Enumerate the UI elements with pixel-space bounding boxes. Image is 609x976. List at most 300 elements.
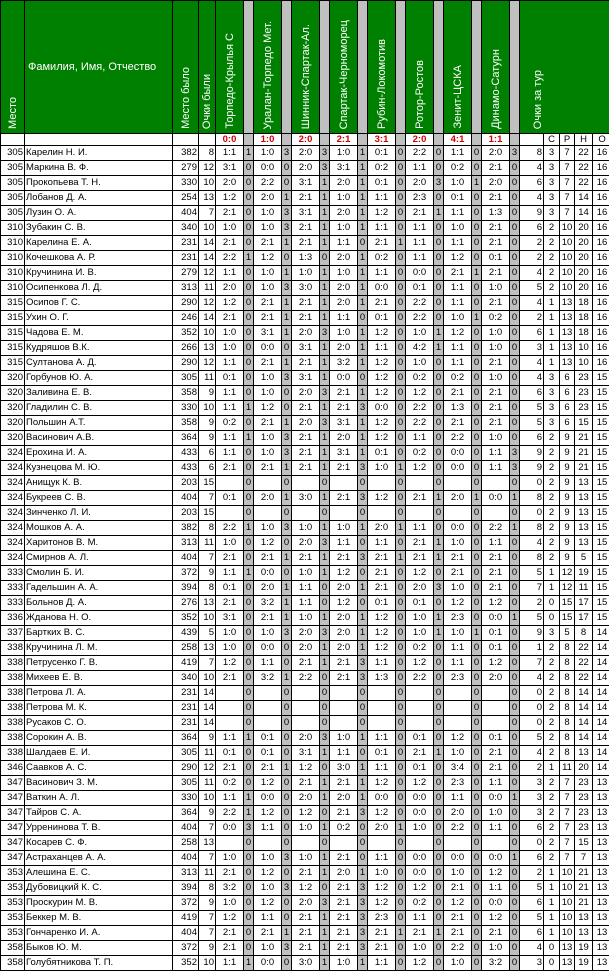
cell-tour-points: 8	[520, 146, 544, 161]
cell-o: 13	[593, 821, 609, 836]
cell-prediction: 2:1	[368, 551, 396, 566]
cell-points: 0	[396, 431, 406, 446]
table-row	[1, 341, 609, 356]
cell-n: 14	[575, 191, 593, 206]
cell-place: 320	[1, 401, 25, 416]
cell-points: 0	[472, 476, 482, 491]
cell-prediction: 2:0	[254, 491, 282, 506]
cell-place: 338	[1, 701, 25, 716]
cell-points: 1	[434, 536, 444, 551]
cell-prediction: 2:1	[330, 491, 358, 506]
cell-o: 14	[593, 671, 609, 686]
cell-points: 0	[282, 506, 292, 521]
cell-place-was: 372	[173, 941, 199, 956]
cell-name: Петрова Л. А.	[25, 686, 173, 701]
result-3: 2:0	[292, 134, 320, 146]
cell-points: 1	[320, 281, 330, 296]
cell-place: 347	[1, 806, 25, 821]
cell-c: 2	[544, 791, 560, 806]
cell-n: 20	[575, 236, 593, 251]
cell-n: 21	[575, 446, 593, 461]
cell-points: 0	[510, 941, 520, 956]
table-row	[1, 596, 609, 611]
cell-points: 0	[472, 356, 482, 371]
cell-prediction: 2:0	[330, 296, 358, 311]
cell-prediction: 0:2	[406, 641, 434, 656]
cell-n: 13	[575, 911, 593, 926]
cell-prediction: 0:1	[482, 626, 510, 641]
cell-prediction: 2:1	[254, 236, 282, 251]
cell-prediction: 1:2	[444, 251, 472, 266]
cell-points: 0	[244, 716, 254, 731]
cell-points: 0	[358, 836, 368, 851]
result-6: 2:0	[406, 134, 434, 146]
cell-place-was: 279	[173, 266, 199, 281]
cell-points: 0	[472, 521, 482, 536]
cell-points-were: 7	[199, 491, 216, 506]
cell-prediction: 2:2	[406, 671, 434, 686]
table-row	[1, 836, 609, 851]
cell-place-was: 352	[173, 326, 199, 341]
cell-prediction	[292, 836, 320, 851]
col-n-label: Н	[575, 134, 593, 146]
cell-points: 1	[320, 521, 330, 536]
gap-header	[282, 1, 292, 134]
cell-tour-points: 6	[520, 431, 544, 446]
cell-prediction: 3:2	[254, 671, 282, 686]
cell-points: 0	[472, 221, 482, 236]
cell-tour-points: 4	[520, 266, 544, 281]
cell-points: 1	[320, 446, 330, 461]
cell-prediction: 2:0	[254, 581, 282, 596]
cell-prediction: 2:0	[482, 176, 510, 191]
cell-prediction	[444, 686, 472, 701]
cell-points: 0	[282, 476, 292, 491]
cell-prediction: 2:1	[292, 221, 320, 236]
table-row	[1, 251, 609, 266]
cell-prediction: 1:2	[216, 191, 244, 206]
cell-prediction	[444, 836, 472, 851]
cell-prediction	[254, 476, 282, 491]
cell-prediction: 1:0	[406, 326, 434, 341]
cell-name: Гончаренко И. А.	[25, 926, 173, 941]
table-row	[1, 821, 609, 836]
cell-points: 3	[282, 521, 292, 536]
cell-place: 310	[1, 236, 25, 251]
cell-points-were: 12	[199, 161, 216, 176]
cell-prediction: 1:0	[254, 851, 282, 866]
cell-r: 8	[560, 731, 575, 746]
cell-points: 0	[396, 566, 406, 581]
cell-prediction: 2:1	[254, 356, 282, 371]
cell-prediction: 1:0	[254, 941, 282, 956]
cell-prediction: 0:1	[254, 746, 282, 761]
cell-tour-points: 4	[520, 941, 544, 956]
cell-prediction: 1:0	[330, 521, 358, 536]
cell-points: 0	[396, 191, 406, 206]
cell-points-were: 10	[199, 671, 216, 686]
cell-o: 15	[593, 611, 609, 626]
cell-points: 0	[434, 446, 444, 461]
cell-points: 3	[510, 461, 520, 476]
cell-points: 0	[282, 896, 292, 911]
cell-tour-points: 4	[520, 296, 544, 311]
cell-points: 0	[472, 296, 482, 311]
cell-points: 1	[396, 521, 406, 536]
cell-o: 13	[593, 791, 609, 806]
cell-points-were: 9	[199, 416, 216, 431]
cell-c: 2	[544, 236, 560, 251]
cell-prediction: 0:1	[482, 641, 510, 656]
cell-points: 0	[244, 701, 254, 716]
cell-prediction: 2:2	[216, 806, 244, 821]
cell-prediction: 1:1	[368, 341, 396, 356]
cell-n: 13	[575, 536, 593, 551]
cell-r: 10	[560, 926, 575, 941]
cell-name: Лобанов Д. А.	[25, 191, 173, 206]
cell-points: 1	[282, 416, 292, 431]
cell-name: Косарев С. Ф.	[25, 836, 173, 851]
cell-points: 0	[510, 281, 520, 296]
cell-name: Беккер М. В.	[25, 911, 173, 926]
cell-prediction: 1:2	[216, 296, 244, 311]
cell-name: Быков Ю. М.	[25, 941, 173, 956]
cell-n: 20	[575, 761, 593, 776]
cell-points: 0	[396, 911, 406, 926]
cell-place: 310	[1, 251, 25, 266]
cell-o: 13	[593, 911, 609, 926]
cell-points: 0	[396, 206, 406, 221]
cell-prediction: 1:0	[330, 146, 358, 161]
cell-prediction	[330, 836, 358, 851]
cell-points: 0	[282, 746, 292, 761]
cell-prediction: 2:1	[444, 416, 472, 431]
cell-prediction: 1:1	[368, 536, 396, 551]
cell-prediction: 1:1	[216, 146, 244, 161]
cell-r: 7	[560, 821, 575, 836]
cell-prediction: 1:1	[444, 236, 472, 251]
cell-points: 0	[320, 881, 330, 896]
cell-prediction: 1:2	[368, 611, 396, 626]
cell-prediction: 1:3	[482, 206, 510, 221]
cell-points: 1	[320, 911, 330, 926]
cell-points: 0	[396, 266, 406, 281]
cell-tour-points: 0	[520, 506, 544, 521]
cell-prediction: 2:1	[216, 941, 244, 956]
cell-o: 15	[593, 476, 609, 491]
table-row	[1, 761, 609, 776]
cell-r: 10	[560, 896, 575, 911]
cell-name: Васинович А.В.	[25, 431, 173, 446]
match-2-label: Уралан-Торпедо Мет.	[261, 20, 274, 129]
cell-prediction	[444, 476, 472, 491]
cell-points: 3	[358, 881, 368, 896]
cell-prediction: 0:0	[368, 281, 396, 296]
cell-c: 2	[544, 281, 560, 296]
table-row	[1, 221, 609, 236]
cell-prediction: 2:1	[292, 311, 320, 326]
cell-name: Саавков А. С.	[25, 761, 173, 776]
cell-name: Зинченко Л. И.	[25, 506, 173, 521]
cell-prediction: 1:0	[406, 356, 434, 371]
cell-tour-points: 2	[520, 311, 544, 326]
cell-points: 0	[510, 236, 520, 251]
cell-prediction: 2:1	[330, 896, 358, 911]
table-row	[1, 461, 609, 476]
cell-points: 0	[434, 461, 444, 476]
table-row	[1, 941, 609, 956]
cell-n: 23	[575, 821, 593, 836]
table-row	[1, 296, 609, 311]
cell-n: 20	[575, 281, 593, 296]
cell-prediction: 1:2	[368, 206, 396, 221]
cell-place: 333	[1, 581, 25, 596]
cell-points: 0	[244, 371, 254, 386]
cell-prediction: 2:1	[216, 761, 244, 776]
cell-prediction: 1:0	[482, 431, 510, 446]
cell-tour-points: 4	[520, 536, 544, 551]
results-row	[1, 134, 609, 146]
cell-points: 0	[282, 716, 292, 731]
cell-o: 15	[593, 551, 609, 566]
cell-points: 1	[358, 386, 368, 401]
cell-prediction: 2:1	[254, 416, 282, 431]
cell-points-were: 9	[199, 731, 216, 746]
cell-prediction: 2:2	[254, 176, 282, 191]
cell-prediction: 2:0	[330, 611, 358, 626]
cell-points: 0	[396, 956, 406, 971]
cell-points: 0	[396, 326, 406, 341]
cell-place: 353	[1, 911, 25, 926]
cell-r: 10	[560, 866, 575, 881]
table-row	[1, 506, 609, 521]
cell-prediction	[444, 701, 472, 716]
cell-prediction: 1:0	[216, 536, 244, 551]
cell-points: 0	[434, 686, 444, 701]
cell-points: 1	[396, 551, 406, 566]
cell-points: 0	[510, 866, 520, 881]
cell-points: 0	[282, 176, 292, 191]
results-blank	[199, 134, 216, 146]
cell-n: 20	[575, 251, 593, 266]
cell-place: 310	[1, 281, 25, 296]
cell-tour-points: 6	[520, 386, 544, 401]
cell-points: 1	[320, 746, 330, 761]
cell-prediction	[406, 506, 434, 521]
cell-points: 1	[282, 296, 292, 311]
cell-prediction: 1:2	[368, 386, 396, 401]
cell-prediction: 2:3	[444, 776, 472, 791]
cell-place-was: 330	[173, 176, 199, 191]
cell-points: 0	[434, 266, 444, 281]
cell-prediction	[406, 686, 434, 701]
cell-prediction: 0:2	[368, 161, 396, 176]
cell-name: Урренинова Т. В.	[25, 821, 173, 836]
cell-points-were: 10	[199, 401, 216, 416]
cell-prediction: 2:0	[330, 341, 358, 356]
cell-prediction: 1:0	[254, 446, 282, 461]
cell-o: 14	[593, 626, 609, 641]
cell-o: 16	[593, 311, 609, 326]
cell-prediction: 0:1	[368, 446, 396, 461]
table-row	[1, 281, 609, 296]
cell-r: 6	[560, 401, 575, 416]
col-o-label: О	[593, 134, 609, 146]
cell-name: Ерохина И. А.	[25, 446, 173, 461]
cell-place: 347	[1, 821, 25, 836]
cell-points: 0	[434, 656, 444, 671]
cell-prediction: 3:2	[330, 356, 358, 371]
cell-tour-points: 6	[520, 176, 544, 191]
cell-points: 0	[282, 776, 292, 791]
results-blank	[520, 134, 544, 146]
cell-points: 0	[472, 746, 482, 761]
cell-points: 0	[320, 596, 330, 611]
cell-prediction: 1:1	[406, 911, 434, 926]
cell-prediction: 1:2	[254, 776, 282, 791]
cell-points: 0	[282, 686, 292, 701]
cell-prediction: 2:3	[444, 671, 472, 686]
cell-prediction: 3:1	[330, 416, 358, 431]
cell-points-were: 12	[199, 266, 216, 281]
cell-prediction: 1:0	[330, 731, 358, 746]
cell-prediction	[482, 506, 510, 521]
cell-points-were: 7	[199, 911, 216, 926]
results-blank	[25, 134, 173, 146]
cell-points-were: 10	[199, 791, 216, 806]
cell-points: 0	[282, 641, 292, 656]
cell-prediction: 3:2	[254, 596, 282, 611]
cell-place: 337	[1, 626, 25, 641]
cell-name: Султанова А. Д.	[25, 356, 173, 371]
cell-points: 1	[358, 626, 368, 641]
cell-tour-points: 5	[520, 566, 544, 581]
cell-points: 0	[434, 851, 444, 866]
cell-points: 1	[282, 326, 292, 341]
cell-place-was: 231	[173, 701, 199, 716]
cell-name: Петрусенко Г. В.	[25, 656, 173, 671]
col-name	[25, 1, 173, 134]
cell-prediction: 1:0	[216, 341, 244, 356]
cell-points: 3	[358, 911, 368, 926]
cell-points: 0	[244, 926, 254, 941]
cell-prediction: 2:1	[482, 221, 510, 236]
cell-prediction: 0:2	[406, 371, 434, 386]
cell-r: 10	[560, 236, 575, 251]
cell-tour-points: 5	[520, 401, 544, 416]
cell-place: 346	[1, 761, 25, 776]
cell-points: 0	[434, 311, 444, 326]
cell-tour-points: 5	[520, 416, 544, 431]
cell-points: 0	[472, 431, 482, 446]
cell-points: 0	[244, 206, 254, 221]
cell-points: 0	[472, 581, 482, 596]
cell-prediction: 0:1	[482, 251, 510, 266]
cell-points: 0	[358, 371, 368, 386]
cell-points: 0	[510, 761, 520, 776]
cell-prediction: 2:1	[330, 776, 358, 791]
cell-points: 0	[510, 956, 520, 971]
cell-prediction: 2:0	[368, 821, 396, 836]
cell-points-were: 14	[199, 311, 216, 326]
cell-c: 2	[544, 671, 560, 686]
cell-points: 1	[434, 611, 444, 626]
cell-prediction: 1:1	[292, 596, 320, 611]
cell-prediction: 1:0	[254, 371, 282, 386]
cell-place-was: 246	[173, 311, 199, 326]
cell-r: 10	[560, 281, 575, 296]
cell-points: 3	[320, 896, 330, 911]
cell-points-were: 9	[199, 806, 216, 821]
cell-prediction: 1:2	[406, 776, 434, 791]
cell-r: 9	[560, 521, 575, 536]
cell-prediction: 1:0	[368, 461, 396, 476]
results-blank	[1, 134, 25, 146]
cell-points: 0	[244, 836, 254, 851]
cell-points: 0	[282, 821, 292, 836]
cell-points: 0	[396, 896, 406, 911]
cell-points: 0	[472, 926, 482, 941]
cell-points: 0	[472, 566, 482, 581]
cell-n: 21	[575, 866, 593, 881]
cell-c: 2	[544, 806, 560, 821]
cell-points: 1	[434, 746, 444, 761]
cell-tour-points: 6	[520, 851, 544, 866]
table-row	[1, 746, 609, 761]
cell-r: 6	[560, 416, 575, 431]
cell-points: 0	[396, 746, 406, 761]
cell-points: 0	[396, 446, 406, 461]
cell-prediction: 0:2	[406, 446, 434, 461]
cell-points: 1	[244, 566, 254, 581]
cell-prediction: 2:2	[444, 821, 472, 836]
cell-c: 2	[544, 431, 560, 446]
cell-c: 2	[544, 821, 560, 836]
gap-cell	[396, 134, 406, 146]
cell-prediction: 3:2	[482, 956, 510, 971]
cell-prediction: 1:0	[406, 821, 434, 836]
cell-points: 0	[244, 446, 254, 461]
cell-r: 7	[560, 806, 575, 821]
cell-tour-points: 2	[520, 251, 544, 266]
cell-prediction: 1:1	[216, 401, 244, 416]
table-row	[1, 611, 609, 626]
cell-r: 15	[560, 596, 575, 611]
cell-prediction: 1:1	[254, 656, 282, 671]
cell-prediction	[292, 686, 320, 701]
cell-prediction: 1:0	[216, 896, 244, 911]
result-7: 4:1	[444, 134, 472, 146]
cell-points: 0	[472, 446, 482, 461]
cell-points: 0	[282, 866, 292, 881]
cell-tour-points: 3	[520, 776, 544, 791]
cell-prediction: 2:2	[292, 671, 320, 686]
cell-points: 0	[244, 461, 254, 476]
cell-prediction: 1:1	[216, 356, 244, 371]
cell-points: 1	[244, 251, 254, 266]
cell-points: 0	[396, 776, 406, 791]
cell-n: 13	[575, 491, 593, 506]
cell-prediction: 2:1	[482, 236, 510, 251]
cell-points: 0	[510, 296, 520, 311]
cell-points: 0	[510, 656, 520, 671]
cell-prediction: 0:0	[216, 821, 244, 836]
cell-prediction: 1:2	[368, 431, 396, 446]
cell-points: 0	[244, 191, 254, 206]
cell-points: 1	[358, 581, 368, 596]
cell-prediction: 0:2	[216, 776, 244, 791]
cell-prediction: 1:0	[330, 221, 358, 236]
